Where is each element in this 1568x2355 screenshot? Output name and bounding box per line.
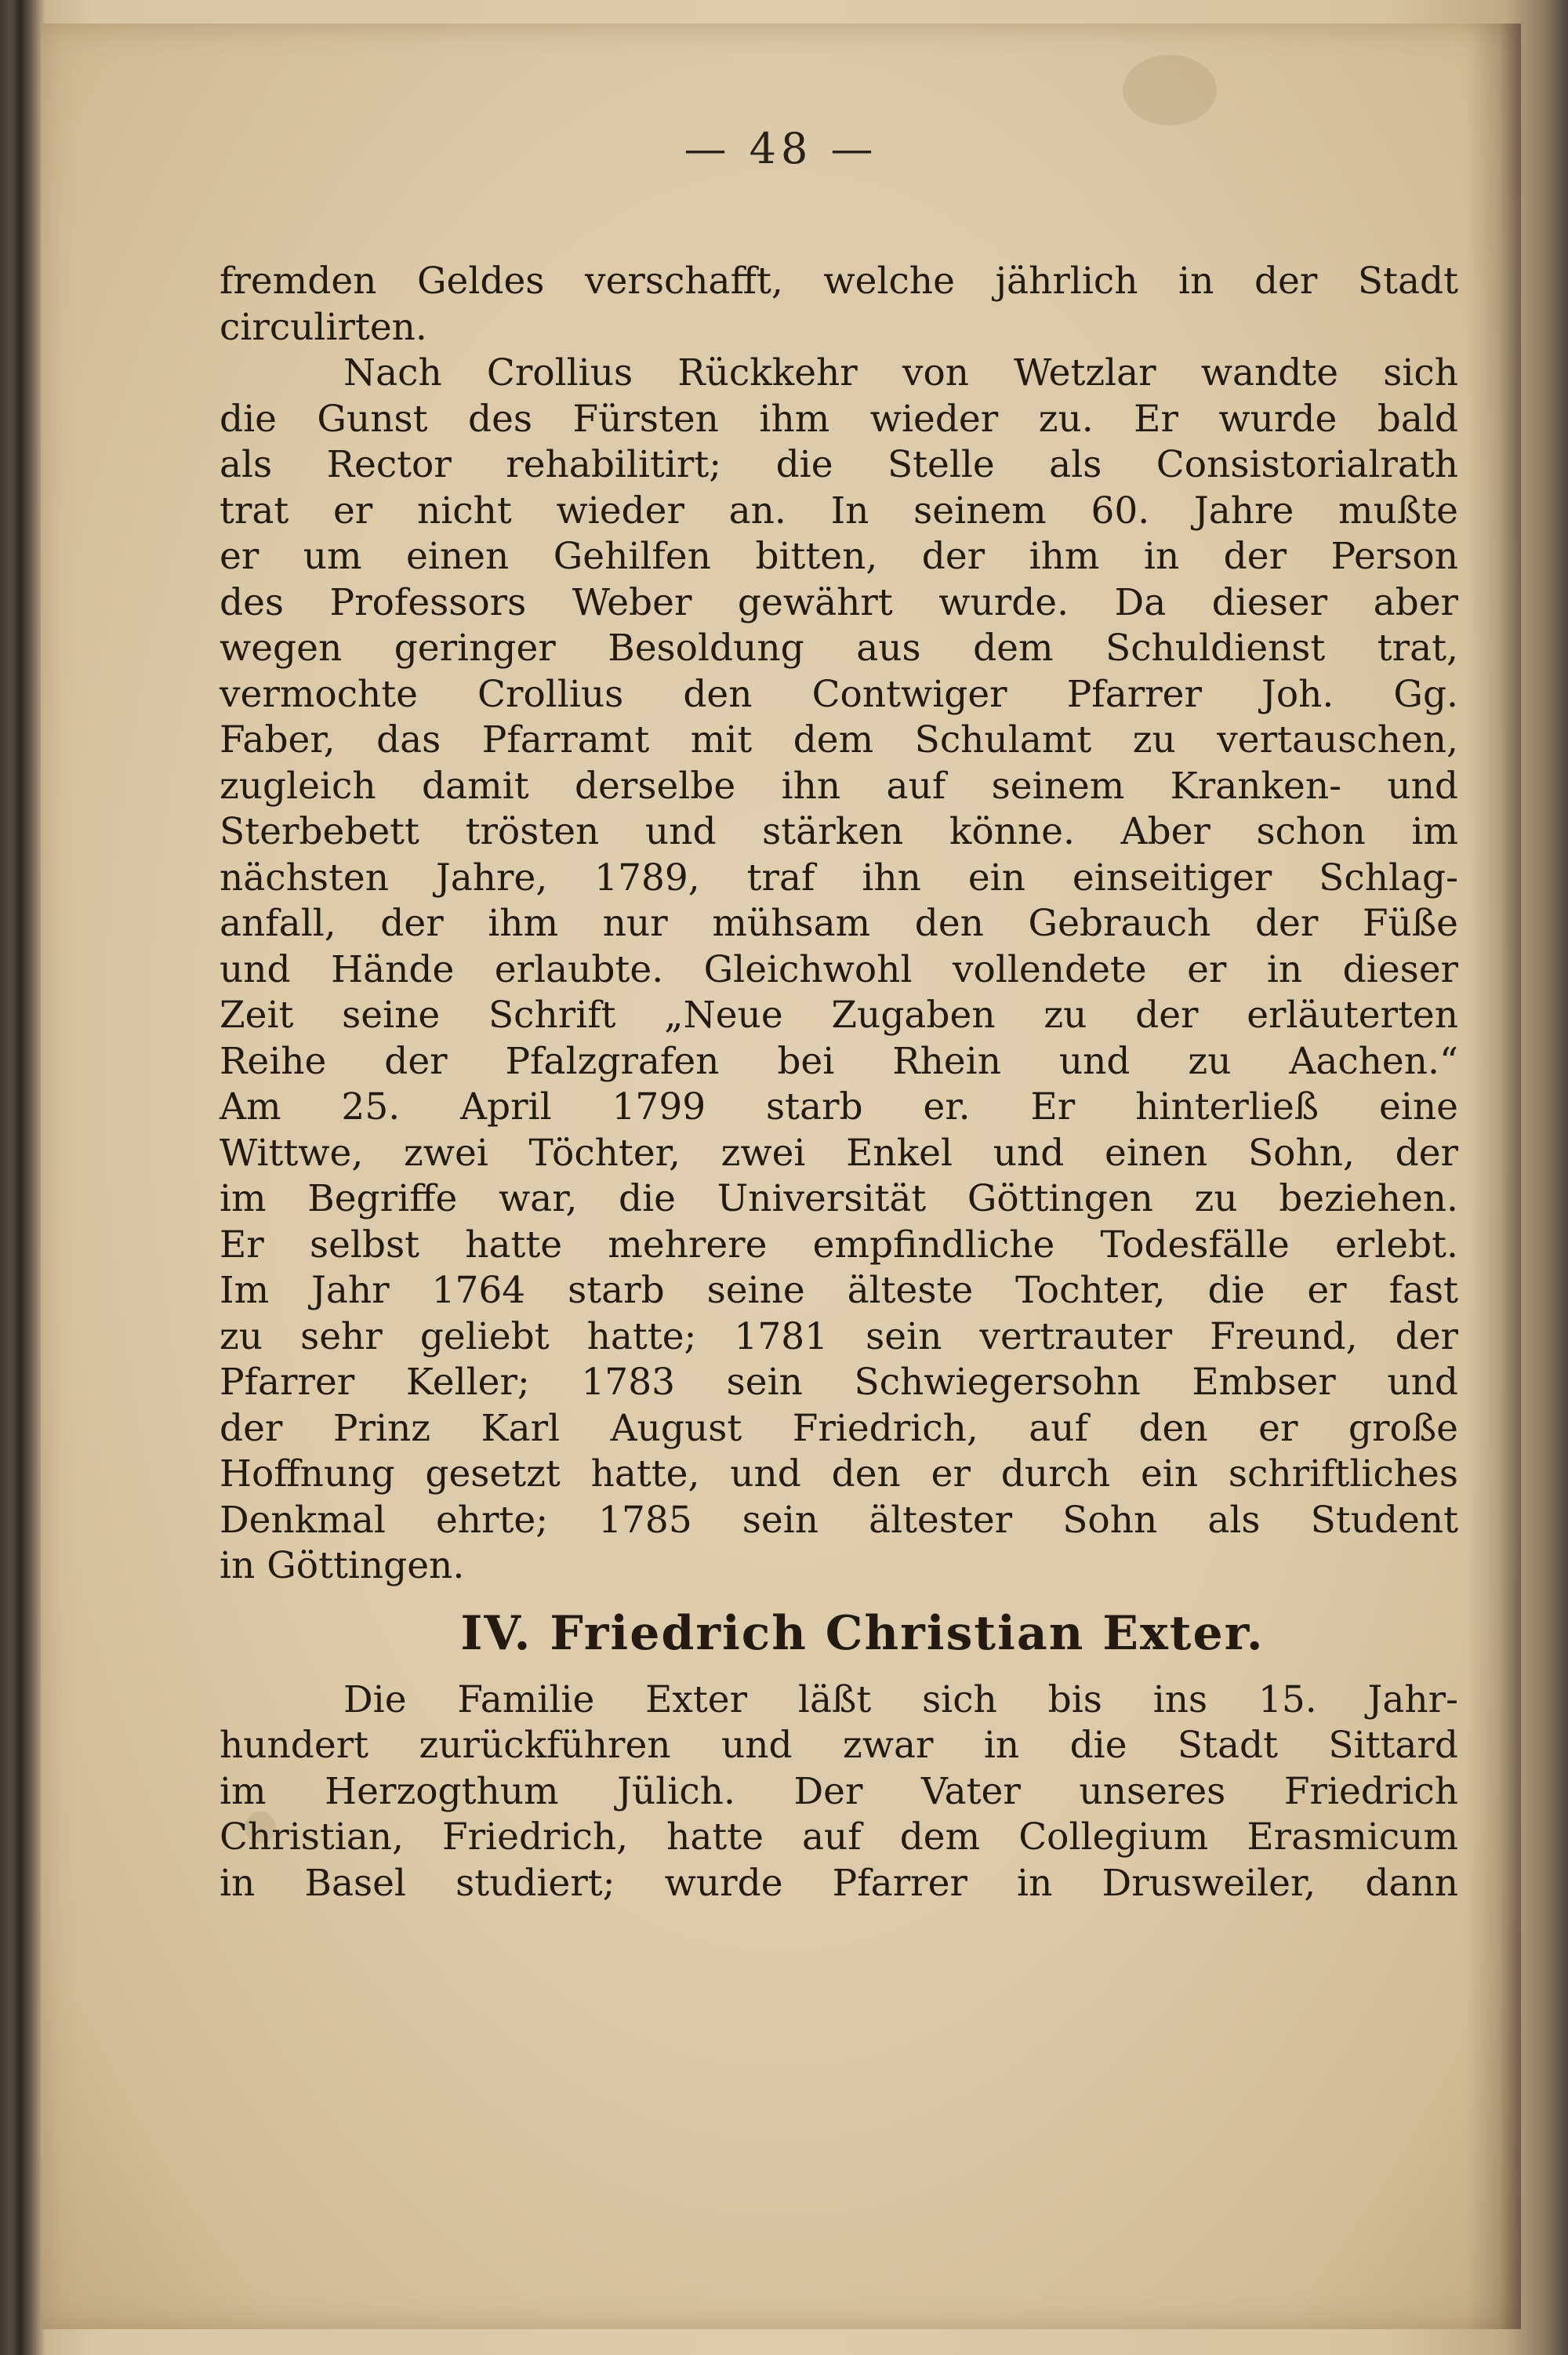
text-line: trat er nicht wieder an. In seinem 60. Jahre mußte (220, 489, 1458, 532)
paragraph-1 (220, 259, 1458, 351)
text-line: Nach Crollius Rückkehr von Wetzlar wandte sich (343, 351, 1458, 394)
text-line: Sterbebett trösten und stärken könne. Aber schon im (220, 810, 1458, 853)
text-line: Die Familie Exter läßt sich bis ins 15. Jahr- (343, 1677, 1458, 1721)
text-line: Zeit seine Schrift „Neue Zugaben zu der erläuterten (220, 994, 1458, 1037)
paragraph-3 (220, 1677, 1458, 1907)
page-number: — 48 — (684, 124, 878, 173)
text-line: vermochte Crollius den Contwiger Pfarrer Joh. Gg. (220, 672, 1458, 716)
text-line: der Prinz Karl August Friedrich, auf den er große (220, 1406, 1458, 1450)
text-line: und Hände erlaubte. Gleichwohl vollendete er in dieser (220, 947, 1458, 991)
text-line: in Basel studiert; wurde Pfarrer in Drusweiler, dann (220, 1861, 1458, 1905)
text-line: anfall, der ihm nur mühsam den Gebrauch der Füße (220, 902, 1458, 945)
text-line: wegen geringer Besoldung aus dem Schuldienst trat, (220, 627, 1458, 670)
text-line: Reihe der Pfalzgrafen bei Rhein und zu Aachen.“ (220, 1039, 1458, 1083)
page-edge-shadow (1466, 24, 1521, 2329)
text-line: in Göttingen. (220, 1544, 465, 1587)
text-line: nächsten Jahre, 1789, traf ihn ein einseitiger Schlag- (220, 856, 1458, 899)
text-line: zugleich damit derselbe ihn auf seinem Kranken- und (220, 764, 1458, 808)
text-line: als Rector rehabilitirt; die Stelle als Consistorialrath (220, 443, 1458, 486)
text-line: Christian, Friedrich, hatte auf dem Collegium Erasmicum (220, 1815, 1458, 1859)
text-line: im Herzogthum Jülich. Der Vater unseres Friedrich (220, 1769, 1458, 1813)
text-line: hundert zurückführen und zwar in die Stadt Sittard (220, 1724, 1458, 1767)
section-heading: IV. Friedrich Christian Exter. (460, 1605, 1265, 1661)
text-line: Hoffnung gesetzt hatte, und den er durch ein schriftliches (220, 1452, 1458, 1495)
text-line: fremden Geldes verschafft, welche jährlich in der Stadt (220, 260, 1458, 303)
paper-page (41, 24, 1521, 2329)
text-line: Denkmal ehrte; 1785 sein ältester Sohn als Student (220, 1498, 1458, 1542)
text-line: Wittwe, zwei Töchter, zwei Enkel und einen Sohn, der (220, 1131, 1458, 1175)
paragraph-2 (220, 351, 1458, 1590)
paper-stain (1123, 55, 1217, 125)
text-line: die Gunst des Fürsten ihm wieder zu. Er wurde bald (220, 397, 1458, 441)
text-line: Am 25. April 1799 starb er. Er hinterließ eine (220, 1085, 1458, 1128)
text-line: circulirten. (220, 305, 427, 349)
text-line: er um einen Gehilfen bitten, der ihm in der Person (220, 535, 1458, 578)
text-line: Faber, das Pfarramt mit dem Schulamt zu vertauschen, (220, 718, 1458, 761)
text-line: Er selbst hatte mehrere empfindliche Todesfälle erlebt. (220, 1223, 1458, 1267)
text-line: Pfarrer Keller; 1783 sein Schwiegersohn Embser und (220, 1361, 1458, 1404)
body-text (220, 259, 1458, 1906)
text-line: des Professors Weber gewährt wurde. Da dieser aber (220, 580, 1458, 624)
text-line: im Begriffe war, die Universität Göttingen zu beziehen. (220, 1177, 1458, 1220)
text-line: Im Jahr 1764 starb seine älteste Tochter, die er fast (220, 1269, 1458, 1312)
text-line: zu sehr geliebt hatte; 1781 sein vertrauter Freund, der (220, 1314, 1458, 1358)
